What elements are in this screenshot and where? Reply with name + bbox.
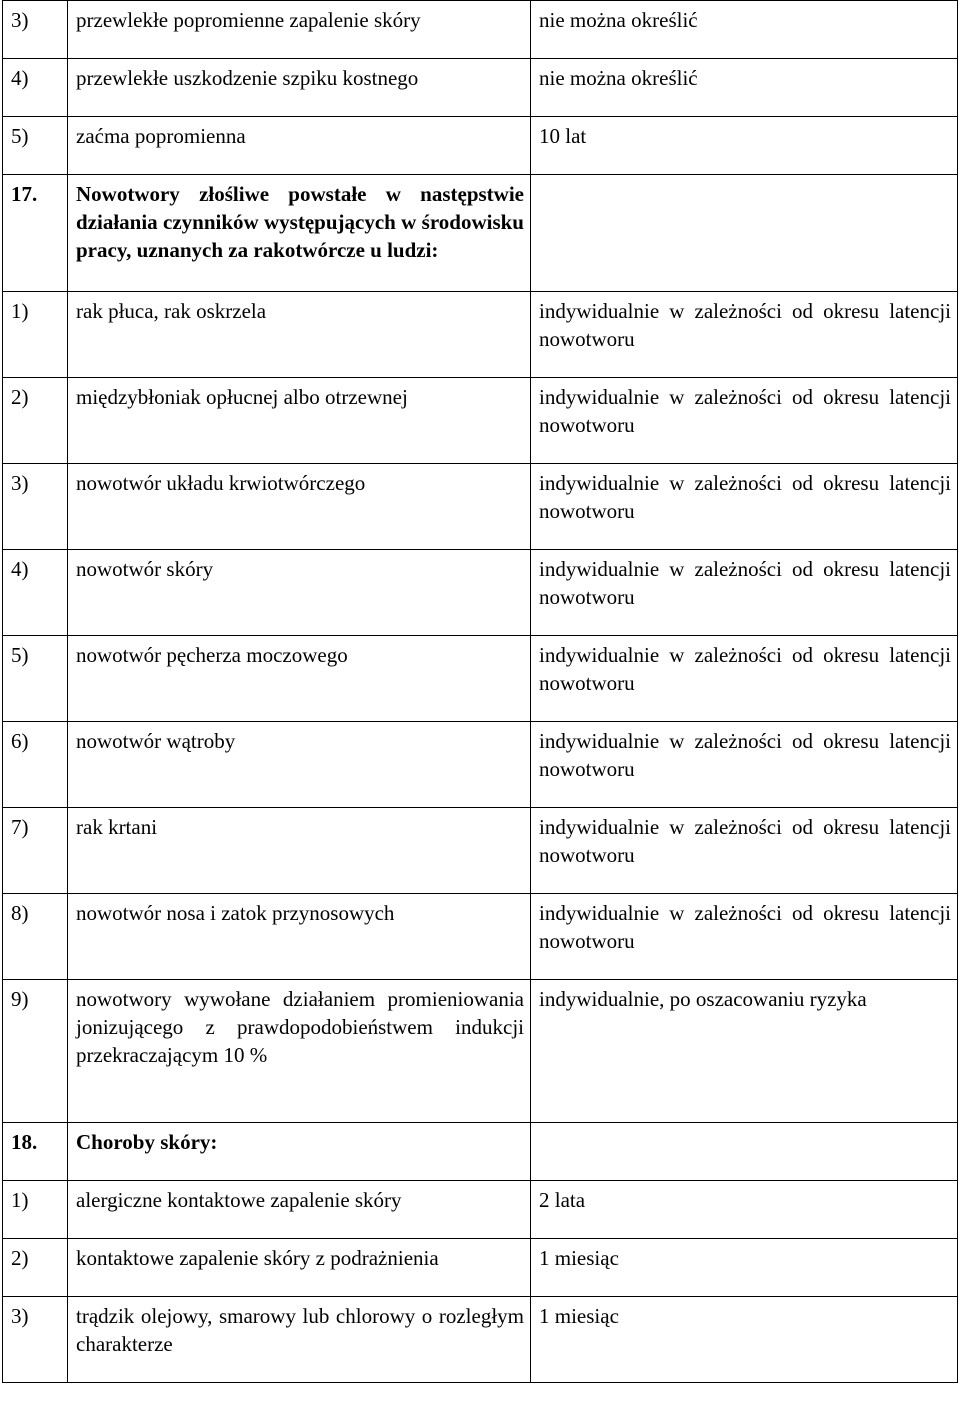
period-value: indywidualnie w zależności od okresu latencji nowotworu bbox=[531, 292, 958, 378]
period-value bbox=[531, 1123, 958, 1181]
row-number: 17. bbox=[3, 175, 68, 292]
table-row bbox=[3, 1123, 958, 1181]
table-row bbox=[3, 1181, 958, 1239]
table-row bbox=[3, 1, 958, 59]
disease-name: Choroby skóry: bbox=[68, 1123, 531, 1181]
row-number: 3) bbox=[3, 1, 68, 59]
disease-name: rak płuca, rak oskrzela bbox=[68, 292, 531, 378]
disease-name: rak krtani bbox=[68, 808, 531, 894]
table-body bbox=[3, 1, 958, 1383]
row-number: 1) bbox=[3, 1181, 68, 1239]
row-number: 5) bbox=[3, 636, 68, 722]
table-row bbox=[3, 1239, 958, 1297]
period-value bbox=[531, 175, 958, 292]
disease-name: nowotwór skóry bbox=[68, 550, 531, 636]
occupational-disease-table bbox=[2, 0, 958, 1383]
disease-name: Nowotwory złośliwe powstałe w następstwie działania czynników występujących w środowisku pracy, uznanych za rakotwórcze u ludzi: bbox=[68, 175, 531, 292]
row-number: 2) bbox=[3, 378, 68, 464]
disease-name: zaćma popromienna bbox=[68, 117, 531, 175]
disease-name: przewlekłe popromienne zapalenie skóry bbox=[68, 1, 531, 59]
disease-name: nowotwór pęcherza moczowego bbox=[68, 636, 531, 722]
period-value: 1 miesiąc bbox=[531, 1239, 958, 1297]
row-number: 8) bbox=[3, 894, 68, 980]
table-row bbox=[3, 808, 958, 894]
table-row bbox=[3, 894, 958, 980]
period-value: 10 lat bbox=[531, 117, 958, 175]
period-value: 1 miesiąc bbox=[531, 1297, 958, 1383]
row-number: 5) bbox=[3, 117, 68, 175]
period-value: indywidualnie w zależności od okresu latencji nowotworu bbox=[531, 636, 958, 722]
row-number: 2) bbox=[3, 1239, 68, 1297]
period-value: 2 lata bbox=[531, 1181, 958, 1239]
row-number: 4) bbox=[3, 550, 68, 636]
table-row bbox=[3, 117, 958, 175]
row-number: 9) bbox=[3, 980, 68, 1123]
period-value: indywidualnie w zależności od okresu latencji nowotworu bbox=[531, 808, 958, 894]
disease-name: nowotwór nosa i zatok przynosowych bbox=[68, 894, 531, 980]
disease-name: międzybłoniak opłucnej albo otrzewnej bbox=[68, 378, 531, 464]
table-row bbox=[3, 550, 958, 636]
table-row bbox=[3, 980, 958, 1123]
table-row bbox=[3, 1297, 958, 1383]
disease-name: trądzik olejowy, smarowy lub chlorowy o rozległym charakterze bbox=[68, 1297, 531, 1383]
disease-name: nowotwór układu krwiotwórczego bbox=[68, 464, 531, 550]
disease-name: kontaktowe zapalenie skóry z podrażnienia bbox=[68, 1239, 531, 1297]
period-value: indywidualnie w zależności od okresu latencji nowotworu bbox=[531, 378, 958, 464]
table-row bbox=[3, 175, 958, 292]
table-row bbox=[3, 636, 958, 722]
period-value: indywidualnie w zależności od okresu latencji nowotworu bbox=[531, 722, 958, 808]
row-number: 3) bbox=[3, 464, 68, 550]
period-value: indywidualnie, po oszacowaniu ryzyka bbox=[531, 980, 958, 1123]
period-value: indywidualnie w zależności od okresu latencji nowotworu bbox=[531, 550, 958, 636]
table-row bbox=[3, 464, 958, 550]
period-value: indywidualnie w zależności od okresu latencji nowotworu bbox=[531, 464, 958, 550]
row-number: 1) bbox=[3, 292, 68, 378]
disease-name: alergiczne kontaktowe zapalenie skóry bbox=[68, 1181, 531, 1239]
period-value: nie można określić bbox=[531, 59, 958, 117]
disease-name: nowotwór wątroby bbox=[68, 722, 531, 808]
table-row bbox=[3, 292, 958, 378]
row-number: 4) bbox=[3, 59, 68, 117]
row-number: 18. bbox=[3, 1123, 68, 1181]
row-number: 3) bbox=[3, 1297, 68, 1383]
table-row bbox=[3, 59, 958, 117]
disease-name: nowotwory wywołane działaniem promieniowania jonizującego z prawdopodobieństwem indukcji przekraczającym 10 % bbox=[68, 980, 531, 1123]
period-value: indywidualnie w zależności od okresu latencji nowotworu bbox=[531, 894, 958, 980]
row-number: 7) bbox=[3, 808, 68, 894]
period-value: nie można określić bbox=[531, 1, 958, 59]
disease-name: przewlekłe uszkodzenie szpiku kostnego bbox=[68, 59, 531, 117]
table-row bbox=[3, 722, 958, 808]
table-row bbox=[3, 378, 958, 464]
row-number: 6) bbox=[3, 722, 68, 808]
